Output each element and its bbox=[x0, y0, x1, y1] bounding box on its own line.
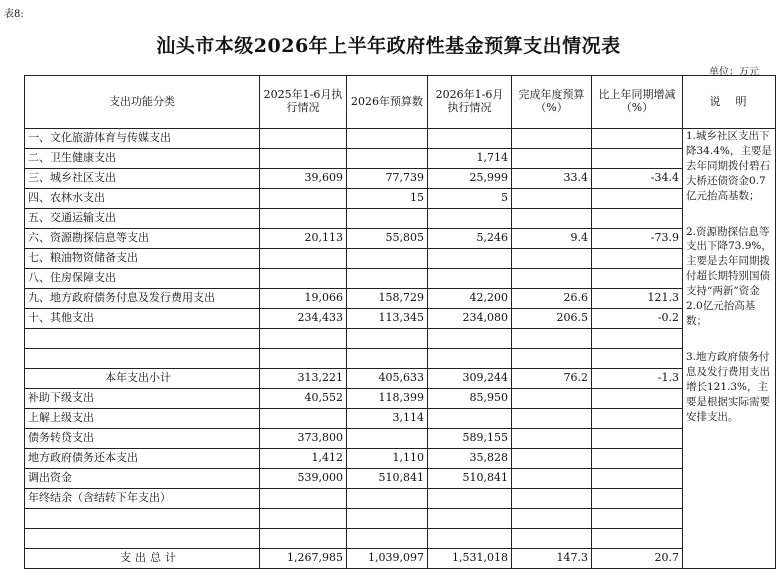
cell-value: 1,110 bbox=[347, 449, 428, 469]
row-label bbox=[25, 509, 260, 529]
cell-value bbox=[347, 349, 428, 369]
cell-value bbox=[592, 409, 683, 429]
cell-value bbox=[260, 529, 347, 549]
cell-value: -1.3 bbox=[592, 369, 683, 389]
cell-value: 19,066 bbox=[260, 289, 347, 309]
cell-value bbox=[592, 469, 683, 489]
cell-value: 76.2 bbox=[512, 369, 592, 389]
table-row bbox=[25, 169, 776, 189]
cell-value bbox=[347, 149, 428, 169]
cell-value bbox=[260, 249, 347, 269]
cell-value bbox=[347, 329, 428, 349]
row-label bbox=[25, 349, 260, 369]
cell-value bbox=[592, 449, 683, 469]
header-category: 支出功能分类 bbox=[25, 76, 260, 129]
cell-value: 510,841 bbox=[347, 469, 428, 489]
cell-value bbox=[592, 429, 683, 449]
table-row-empty bbox=[25, 329, 776, 349]
cell-value bbox=[260, 509, 347, 529]
row-label: 一、文化旅游体育与传媒支出 bbox=[25, 129, 260, 149]
cell-value bbox=[592, 349, 683, 369]
row-label: 七、粮油物资储备支出 bbox=[25, 249, 260, 269]
cell-value bbox=[347, 249, 428, 269]
cell-value bbox=[592, 189, 683, 209]
cell-value: 33.4 bbox=[512, 169, 592, 189]
table-row bbox=[25, 149, 776, 169]
cell-value bbox=[512, 129, 592, 149]
table-row-empty bbox=[25, 529, 776, 549]
cell-value: 510,841 bbox=[428, 469, 512, 489]
cell-value bbox=[592, 509, 683, 529]
cell-value bbox=[592, 529, 683, 549]
cell-value: 1,412 bbox=[260, 449, 347, 469]
cell-value bbox=[512, 449, 592, 469]
cell-value bbox=[347, 269, 428, 289]
cell-value: 77,739 bbox=[347, 169, 428, 189]
row-label: 八、住房保障支出 bbox=[25, 269, 260, 289]
table-row bbox=[25, 189, 776, 209]
cell-value: 313,221 bbox=[260, 369, 347, 389]
cell-value: 121.3 bbox=[592, 289, 683, 309]
cell-value bbox=[592, 389, 683, 409]
cell-value bbox=[260, 129, 347, 149]
row-label: 二、卫生健康支出 bbox=[25, 149, 260, 169]
header-2026-h1-actual: 2026年1-6月执行情况 bbox=[428, 76, 512, 129]
table-row bbox=[25, 229, 776, 249]
cell-value bbox=[512, 249, 592, 269]
row-label: 调出资金 bbox=[25, 469, 260, 489]
cell-value: 309,244 bbox=[428, 369, 512, 389]
table-number: 表8: bbox=[4, 9, 24, 20]
table-row bbox=[25, 289, 776, 309]
row-label: 九、地方政府债务付息及发行费用支出 bbox=[25, 289, 260, 309]
table-row bbox=[25, 449, 776, 469]
cell-value: 9.4 bbox=[512, 229, 592, 249]
cell-value bbox=[592, 209, 683, 229]
table-row bbox=[25, 209, 776, 229]
cell-value bbox=[512, 489, 592, 509]
header-completion-rate: 完成年度预算（%） bbox=[512, 76, 592, 129]
cell-value bbox=[347, 209, 428, 229]
cell-value bbox=[260, 329, 347, 349]
grand-total-row bbox=[25, 549, 776, 569]
cell-value: 158,729 bbox=[347, 289, 428, 309]
table-row bbox=[25, 129, 776, 149]
row-label: 支出总计 bbox=[25, 549, 260, 569]
cell-value bbox=[512, 469, 592, 489]
row-label: 十、其他支出 bbox=[25, 309, 260, 329]
cell-value bbox=[428, 529, 512, 549]
cell-value: 25,999 bbox=[428, 169, 512, 189]
header-notes: 说 明 bbox=[683, 76, 776, 129]
cell-value bbox=[512, 349, 592, 369]
cell-value bbox=[347, 489, 428, 509]
cell-value: 39,609 bbox=[260, 169, 347, 189]
cell-value: 35,828 bbox=[428, 449, 512, 469]
cell-value: 539,000 bbox=[260, 469, 347, 489]
cell-value bbox=[592, 129, 683, 149]
row-label: 年终结余（含结转下年支出） bbox=[25, 489, 260, 509]
note-2: 2.资源勘探信息等支出下降73.9%，主要是去年同期拨付超长期特别国债支持“两新”资金2.0亿元抬高基数； bbox=[686, 225, 772, 327]
cell-value: 1,039,097 bbox=[347, 549, 428, 569]
note-3: 3.地方政府债务付息及发行费用支出增长121.3%，主要是根据实际需要安排支出。 bbox=[686, 350, 770, 423]
cell-value: 40,552 bbox=[260, 389, 347, 409]
row-label: 地方政府债务还本支出 bbox=[25, 449, 260, 469]
cell-value bbox=[512, 209, 592, 229]
header-yoy-change: 比上年同期增减（%） bbox=[592, 76, 683, 129]
cell-value bbox=[592, 269, 683, 289]
table-row bbox=[25, 409, 776, 429]
cell-value bbox=[428, 349, 512, 369]
table-row bbox=[25, 469, 776, 489]
cell-value bbox=[428, 509, 512, 529]
cell-value bbox=[592, 249, 683, 269]
cell-value bbox=[512, 409, 592, 429]
cell-value bbox=[592, 489, 683, 509]
cell-value bbox=[512, 389, 592, 409]
cell-value: 3,114 bbox=[347, 409, 428, 429]
cell-value bbox=[260, 409, 347, 429]
table-row bbox=[25, 389, 776, 409]
cell-value: 5 bbox=[428, 189, 512, 209]
table-row bbox=[25, 249, 776, 269]
cell-value bbox=[428, 209, 512, 229]
cell-value: 405,633 bbox=[347, 369, 428, 389]
cell-value: -34.4 bbox=[592, 169, 683, 189]
row-label bbox=[25, 329, 260, 349]
subtotal-row bbox=[25, 369, 776, 389]
cell-value: 206.5 bbox=[512, 309, 592, 329]
cell-value bbox=[260, 209, 347, 229]
cell-value: -73.9 bbox=[592, 229, 683, 249]
cell-value: 234,433 bbox=[260, 309, 347, 329]
cell-value bbox=[428, 329, 512, 349]
cell-value bbox=[260, 269, 347, 289]
row-label: 四、农林水支出 bbox=[25, 189, 260, 209]
cell-value bbox=[512, 429, 592, 449]
cell-value bbox=[512, 189, 592, 209]
cell-value bbox=[592, 149, 683, 169]
cell-value bbox=[428, 409, 512, 429]
cell-value: 26.6 bbox=[512, 289, 592, 309]
table-row bbox=[25, 269, 776, 289]
unit-label: 单位：万元 bbox=[709, 67, 759, 78]
cell-value: 42,200 bbox=[428, 289, 512, 309]
cell-value: 589,155 bbox=[428, 429, 512, 449]
table-row bbox=[25, 309, 776, 329]
cell-value bbox=[260, 349, 347, 369]
expenditure-table bbox=[24, 75, 776, 569]
cell-value: 1,714 bbox=[428, 149, 512, 169]
cell-value: 85,950 bbox=[428, 389, 512, 409]
row-label: 上解上级支出 bbox=[25, 409, 260, 429]
cell-value bbox=[592, 329, 683, 349]
row-label: 三、城乡社区支出 bbox=[25, 169, 260, 189]
note-1: 1.城乡社区支出下降34.4%，主要是去年同期拨付碧石大桥还债资金0.7亿元抬高基数； bbox=[686, 130, 772, 202]
cell-value: 55,805 bbox=[347, 229, 428, 249]
cell-value: 113,345 bbox=[347, 309, 428, 329]
header-2026-budget: 2026年预算数 bbox=[347, 76, 428, 129]
cell-value bbox=[347, 509, 428, 529]
cell-value: 1,267,985 bbox=[260, 549, 347, 569]
cell-value: -0.2 bbox=[592, 309, 683, 329]
cell-value: 118,399 bbox=[347, 389, 428, 409]
row-label: 五、交通运输支出 bbox=[25, 209, 260, 229]
cell-value bbox=[428, 249, 512, 269]
cell-value bbox=[512, 269, 592, 289]
cell-value: 20.7 bbox=[592, 549, 683, 569]
header-2025-h1-actual: 2025年1-6月执行情况 bbox=[260, 76, 347, 129]
cell-value bbox=[347, 129, 428, 149]
cell-value bbox=[428, 129, 512, 149]
row-label bbox=[25, 529, 260, 549]
row-label: 本年支出小计 bbox=[25, 369, 260, 389]
cell-value bbox=[260, 489, 347, 509]
cell-value bbox=[428, 269, 512, 289]
row-label: 补助下级支出 bbox=[25, 389, 260, 409]
table-row bbox=[25, 429, 776, 449]
cell-value: 1,531,018 bbox=[428, 549, 512, 569]
cell-value: 234,080 bbox=[428, 309, 512, 329]
cell-value bbox=[512, 529, 592, 549]
row-label: 六、资源勘探信息等支出 bbox=[25, 229, 260, 249]
cell-value: 147.3 bbox=[512, 549, 592, 569]
cell-value: 373,800 bbox=[260, 429, 347, 449]
row-label: 债务转贷支出 bbox=[25, 429, 260, 449]
cell-value bbox=[260, 189, 347, 209]
cell-value: 15 bbox=[347, 189, 428, 209]
cell-value bbox=[347, 529, 428, 549]
table-row bbox=[25, 489, 776, 509]
table-row-empty bbox=[25, 509, 776, 529]
cell-value bbox=[428, 489, 512, 509]
cell-value bbox=[260, 149, 347, 169]
table-row-empty bbox=[25, 349, 776, 369]
page-title: 汕头市本级2026年上半年政府性基金预算支出情况表 bbox=[156, 35, 621, 57]
cell-value: 5,246 bbox=[428, 229, 512, 249]
cell-value bbox=[347, 429, 428, 449]
cell-value bbox=[512, 329, 592, 349]
cell-value: 20,113 bbox=[260, 229, 347, 249]
cell-value bbox=[512, 509, 592, 529]
cell-value bbox=[512, 149, 592, 169]
table-header-row bbox=[25, 76, 776, 129]
notes-cell bbox=[683, 129, 776, 569]
